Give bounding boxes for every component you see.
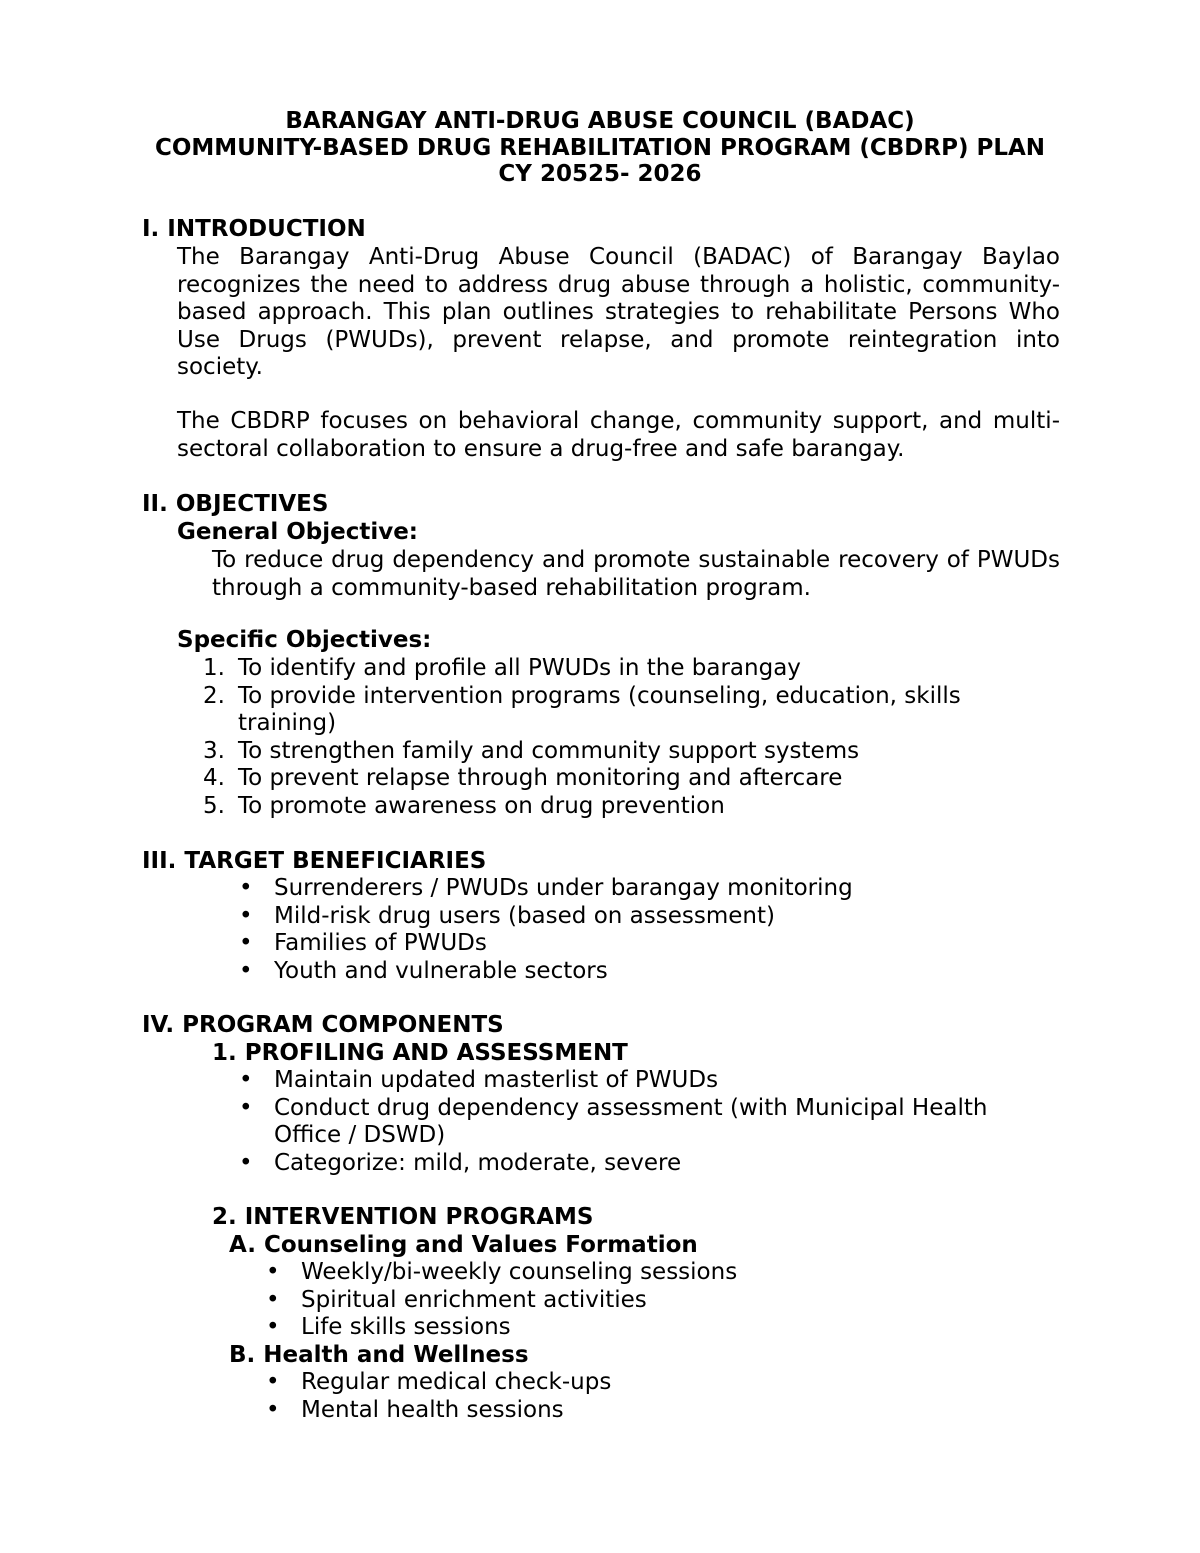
list-item-text: Weekly/bi-weekly counseling sessions bbox=[301, 1259, 738, 1285]
list-item-text: Maintain updated masterlist of PWUDs bbox=[274, 1067, 719, 1093]
list-item bbox=[199, 683, 998, 738]
general-objective-text: To reduce drug dependency and promote sustainable recovery of PWUDs through a community-based rehabilitation program. bbox=[212, 547, 1060, 601]
bullet-icon: • bbox=[239, 1094, 253, 1121]
bullet-icon: • bbox=[266, 1369, 280, 1395]
list-item bbox=[263, 1259, 963, 1287]
list-item bbox=[236, 1150, 1036, 1178]
document-title-line-2: COMMUNITY-BASED DRUG REHABILITATION PROGRAM (CBDRP) PLAN bbox=[154, 135, 1046, 161]
bullet-icon: • bbox=[239, 902, 253, 929]
document-title-line-3: CY 20525- 2026 bbox=[498, 161, 702, 187]
list-item-text: To identify and profile all PWUDs in the barangay bbox=[238, 655, 801, 681]
bullet-icon: • bbox=[239, 957, 253, 984]
list-item-text: Conduct drug dependency assessment (with Municipal Health Office / DSWD) bbox=[274, 1094, 988, 1148]
profiling-list bbox=[236, 1067, 1036, 1177]
list-item-text: Youth and vulnerable sectors bbox=[274, 957, 608, 984]
list-item bbox=[199, 765, 1019, 793]
bullet-icon: • bbox=[239, 1067, 253, 1093]
bullet-icon: • bbox=[266, 1314, 280, 1340]
list-item bbox=[236, 1095, 1036, 1150]
list-item bbox=[263, 1369, 963, 1397]
beneficiaries-list bbox=[236, 875, 1136, 985]
list-item bbox=[199, 655, 1019, 683]
list-item-text: Families of PWUDs bbox=[274, 930, 487, 956]
list-item-text: Regular medical check-ups bbox=[301, 1369, 612, 1395]
general-objective-heading: General Objective: bbox=[177, 519, 419, 545]
counseling-heading: A. Counseling and Values Formation bbox=[229, 1232, 698, 1258]
list-item bbox=[236, 1067, 1036, 1095]
bullet-icon: • bbox=[266, 1396, 280, 1423]
list-item-text: Surrenderers / PWUDs under barangay monitoring bbox=[274, 875, 853, 901]
counseling-list bbox=[263, 1259, 963, 1342]
specific-objectives-heading: Specific Objectives: bbox=[177, 627, 432, 653]
list-item bbox=[199, 738, 1019, 766]
health-heading: B. Health and Wellness bbox=[229, 1342, 529, 1368]
section-heading-objectives: II. OBJECTIVES bbox=[142, 491, 329, 517]
introduction-paragraph-2: The CBDRP focuses on behavioral change, community support, and multi-sectoral collaboration to ensure a drug-free and safe barangay. bbox=[177, 408, 1060, 462]
specific-objectives-list bbox=[199, 655, 1019, 820]
bullet-icon: • bbox=[266, 1259, 280, 1285]
list-item-text: Categorize: mild, moderate, severe bbox=[274, 1149, 682, 1176]
list-item bbox=[236, 903, 1136, 931]
section-heading-target-beneficiaries: III. TARGET BENEFICIARIES bbox=[142, 848, 487, 874]
introduction-paragraph-1: The Barangay Anti-Drug Abuse Council (BADAC) of Barangay Baylao recognizes the need to address drug abuse through a holistic, community-based approach. This plan outlines strategies to rehabilitate Persons Who Use Drugs (PWUDs), prevent relapse, and promote reintegration into society. bbox=[177, 244, 1060, 380]
bullet-icon: • bbox=[239, 930, 253, 956]
list-item bbox=[263, 1287, 963, 1315]
list-item bbox=[236, 930, 1136, 958]
section-heading-program-components: IV. PROGRAM COMPONENTS bbox=[142, 1012, 504, 1038]
subsection-heading-intervention: 2. INTERVENTION PROGRAMS bbox=[212, 1204, 594, 1230]
list-number: 3. bbox=[203, 737, 225, 764]
list-number: 5. bbox=[203, 792, 225, 819]
list-item bbox=[236, 875, 1136, 903]
list-item-text: To strengthen family and community support systems bbox=[238, 737, 860, 764]
list-item bbox=[236, 958, 1136, 986]
list-item bbox=[263, 1314, 963, 1342]
list-item-text: Life skills sessions bbox=[301, 1314, 511, 1340]
subsection-heading-profiling: 1. PROFILING AND ASSESSMENT bbox=[212, 1040, 628, 1066]
list-number: 1. bbox=[203, 655, 225, 681]
list-item-text: To prevent relapse through monitoring and aftercare bbox=[238, 765, 843, 791]
list-item-text: To provide intervention programs (counseling, education, skills training) bbox=[238, 682, 961, 736]
list-item-text: Spiritual enrichment activities bbox=[301, 1286, 647, 1313]
list-item bbox=[199, 793, 1019, 821]
list-number: 2. bbox=[203, 682, 225, 709]
list-item bbox=[263, 1397, 963, 1425]
document-title-line-1: BARANGAY ANTI-DRUG ABUSE COUNCIL (BADAC) bbox=[285, 108, 915, 134]
section-heading-introduction: I. INTRODUCTION bbox=[142, 216, 366, 242]
list-item-text: Mild-risk drug users (based on assessment) bbox=[274, 902, 775, 929]
list-number: 4. bbox=[203, 765, 225, 791]
list-item-text: Mental health sessions bbox=[301, 1396, 564, 1423]
bullet-icon: • bbox=[239, 1149, 253, 1176]
bullet-icon: • bbox=[239, 875, 253, 901]
bullet-icon: • bbox=[266, 1286, 280, 1313]
health-list bbox=[263, 1369, 963, 1424]
list-item-text: To promote awareness on drug prevention bbox=[238, 792, 725, 819]
